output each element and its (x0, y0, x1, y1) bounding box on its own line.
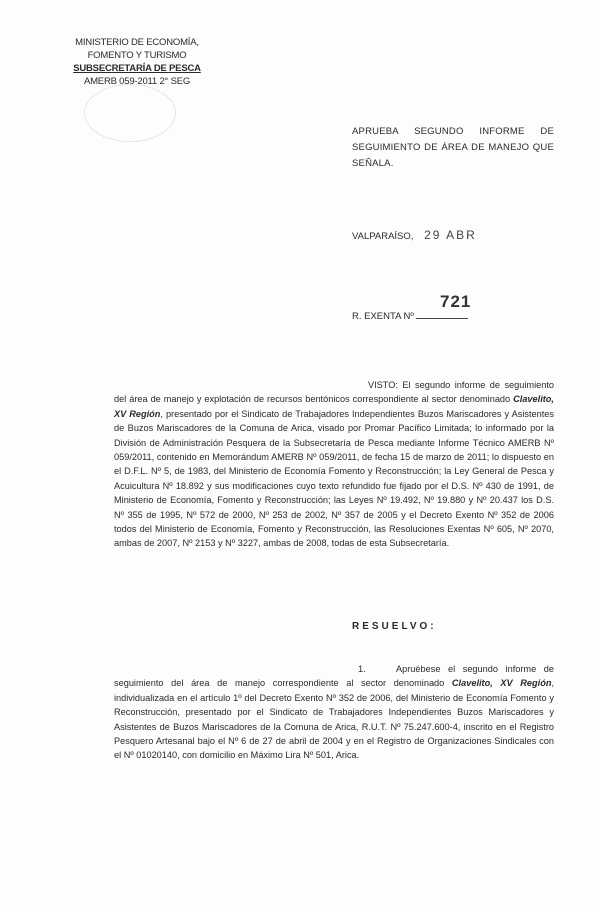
article-1-paragraph (114, 662, 554, 763)
visto-text-1: El segundo informe de seguimiento del área de manejo y explotación de recursos bentónicos correspondiente al sector denominado (114, 380, 554, 405)
resuelvo-heading: RESUELVO: (352, 621, 437, 632)
article-1-text-2: , individualizada en el artículo 1º del Decreto Exento Nº 352 de 2006, del Ministerio de Economía Fomento y Reconstrucción, presentado por el Sindicato de Trabajadores Independientes Buzos Mariscadores y Asistentes de Buzos Mariscadores de la Comuna de Arica, R.U.T. Nº 75.247.600-4, inscrito en el Registro Pesquero Artesanal bajo el Nº 6 de 27 de abril de 2004 y en el Registro de Organizaciones Sindicales con el Nº 01020140, con domicilio en Máximo Lira Nº 501, Arica. (114, 678, 554, 761)
article-1-sector: Clavelito, XV Región (451, 678, 552, 689)
ministry-name-2: FOMENTO Y TURISMO (87, 50, 187, 61)
ministry-name: MINISTERIO DE ECONOMÍA, (75, 37, 199, 48)
subsecretaria-name: SUBSECRETARÍA DE PESCA (73, 63, 201, 74)
visto-label: VISTO: (368, 380, 398, 390)
letterhead (62, 36, 212, 88)
official-seal (84, 84, 176, 142)
resolution-summary: APRUEBA SEGUNDO INFORME DE SEGUIMIENTO DE ÁREA DE MANEJO QUE SEÑALA. (352, 126, 554, 169)
visto-paragraph (114, 378, 554, 551)
article-1-text-1: Apruébese el segundo informe de seguimiento del área de manejo correspondiente al sector denominado (114, 664, 554, 689)
visto-text-2: , presentado por el Sindicato de Trabajadores Independientes Buzos Mariscadores y Asistentes de Buzos Mariscadores de la Comuna de Arica, visado por Promar Pacífico Limitada; lo informado por la División de Administración Pesquera de la Subsecretaría de Pesca mediante Informe Técnico AMERB Nº 059/2011, contenido en Memorándum AMERB Nº 059/2011, de fecha 15 de marzo de 2011; lo dispuesto en el D.F.L. Nº 5, de 1983, del Ministerio de Economía Fomento y Reconstrucción; la Ley General de Pesca y Acuicultura Nº 18.892 y sus modificaciones cuyo texto refundido fue fijado por el D.S. Nº 430 de 1991, de Ministerio de Economía, Fomento y Reconstrucción; las Leyes Nº 19.492, Nº 19.880 y Nº 20.437 los D.S. Nº 355 de 1995, Nº 572 de 2000, Nº 253 de 2002, Nº 357 de 2005 y el Decreto Exento Nº 352 de 2006 todos del Ministerio de Economía, Fomento y Reconstrucción, las Resoluciones Exentas Nº 605, Nº 2070, ambas de 2007, Nº 2153 y Nº 3227, ambas de 2008, todas de esta Subsecretaría. (114, 408, 554, 549)
resolution-blank (416, 318, 468, 319)
resolution-label: R. EXENTA Nº (352, 311, 414, 322)
article-1-number: 1. (358, 664, 366, 674)
place-label: VALPARAÍSO, (352, 231, 414, 242)
visto-sector: Clavelito, XV Región (114, 394, 554, 419)
date-stamp: 29 ABR (424, 228, 477, 242)
place-date (352, 228, 477, 242)
document-reference: AMERB 059-2011 2° SEG (83, 76, 191, 87)
resolution-number: 721 (440, 292, 472, 311)
resolution-label-line (352, 311, 468, 322)
